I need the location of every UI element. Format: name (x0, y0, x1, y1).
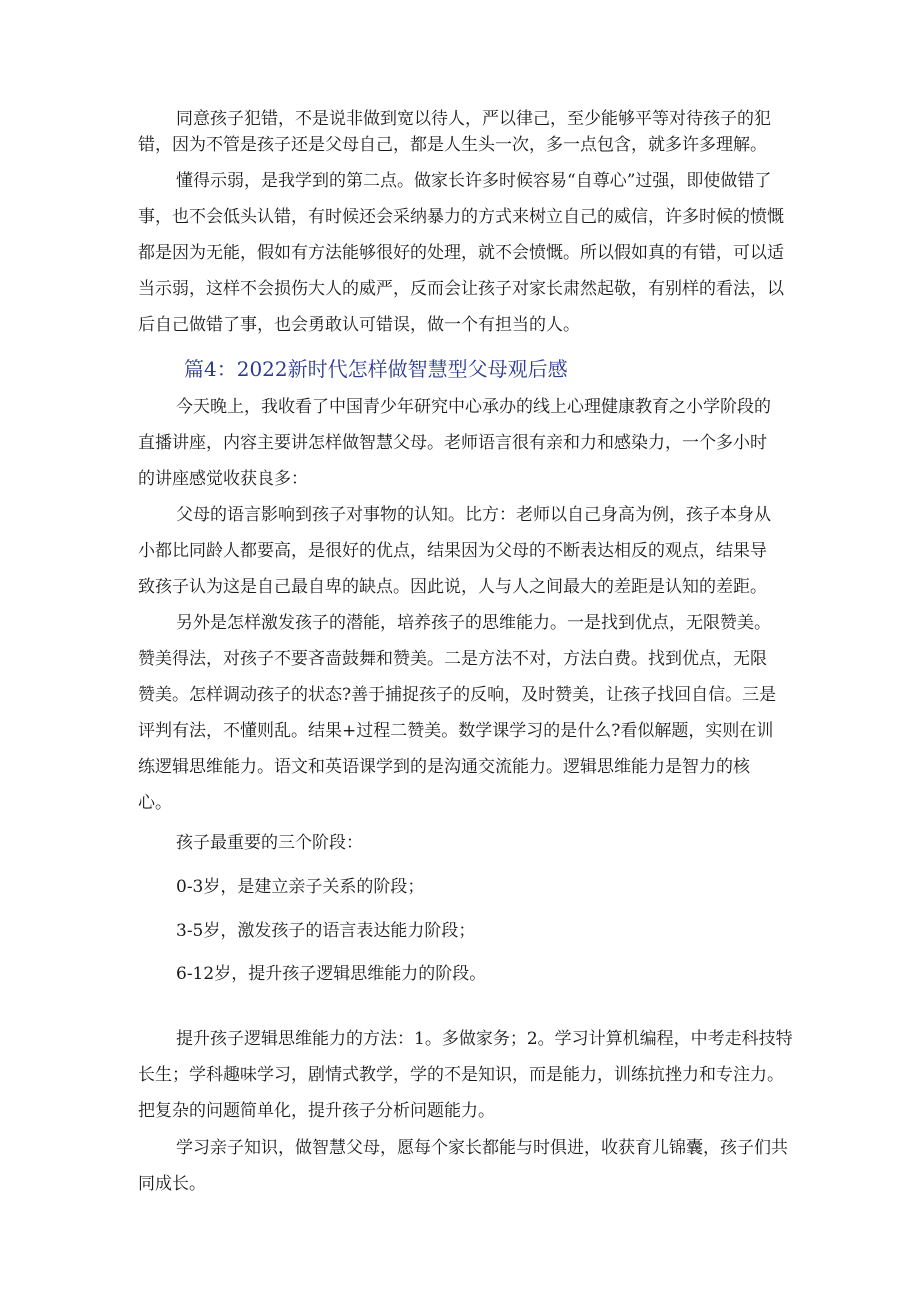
text-line: 事，也不会低头认错，有时候还会采纳暴力的方式来树立自己的威信，许多时候的愤慨 (138, 207, 784, 227)
text-line: 孩子最重要的三个阶段： (176, 833, 363, 853)
text-line: 的讲座感觉收获良多： (138, 469, 308, 489)
text-line: 都是因为无能，假如有方法能够很好的处理，就不会愤慨。所以假如真的有错，可以适 (138, 243, 784, 263)
text-line: 直播讲座，内容主要讲怎样做智慧父母。老师语言很有亲和力和感染力，一个多小时 (138, 433, 767, 453)
text-line: 评判有法，不懂则乱。结果+过程二赞美。数学课学习的是什么?看似解题，实则在训 (138, 721, 774, 741)
text-line: 另外是怎样激发孩子的潜能，培养孩子的思维能力。一是找到优点，无限赞美。 (176, 613, 771, 633)
text-line: 6-12岁，提升孩子逻辑思维能力的阶段。 (176, 964, 487, 984)
section-heading: 篇4：2022新时代怎样做智慧型父母观后感 (184, 357, 568, 381)
text-line: 把复杂的问题简单化，提升孩子分析问题能力。 (138, 1101, 495, 1121)
text-line: 练逻辑思维能力。语文和英语课学到的是沟通交流能力。逻辑思维能力是智力的核 (138, 757, 750, 777)
text-line: 学习亲子知识，做智慧父母，愿每个家长都能与时俱进，收获育儿锦囊，孩子们共 (176, 1138, 788, 1158)
text-line: 父母的语言影响到孩子对事物的认知。比方：老师以自己身高为例，孩子本身从 (176, 505, 771, 525)
text-line: 小都比同龄人都要高，是很好的优点，结果因为父母的不断表达相反的观点，结果导 (138, 541, 767, 561)
text-line: 提升孩子逻辑思维能力的方法：1。多做家务；2。学习计算机编程，中考走科技特 (176, 1029, 793, 1049)
text-line: 后自己做错了事，也会勇敢认可错误，做一个有担当的人。 (138, 315, 580, 335)
text-line: 懂得示弱，是我学到的第二点。做家长许多时候容易“自尊心”过强，即使做错了 (176, 171, 772, 191)
text-line: 同成长。 (138, 1174, 206, 1194)
text-line: 错，因为不管是孩子还是父母自己，都是人生头一次，多一点包含，就多许多理解。 (138, 135, 767, 155)
text-line: 致孩子认为这是自己最自卑的缺点。因此说，人与人之间最大的差距是认知的差距。 (138, 577, 767, 597)
text-line: 今天晚上，我收看了中国青少年研究中心承办的线上心理健康教育之小学阶段的 (176, 397, 771, 417)
text-line: 赞美。怎样调动孩子的状态?善于捕捉孩子的反响，及时赞美，让孩子找回自信。三是 (138, 685, 777, 705)
text-line: 赞美得法，对孩子不要吝啬鼓舞和赞美。二是方法不对，方法白费。找到优点，无限 (138, 649, 767, 669)
text-line: 心。 (138, 793, 172, 813)
text-line: 3-5岁，激发孩子的语言表达能力阶段； (176, 921, 476, 941)
text-line: 同意孩子犯错，不是说非做到宽以待人，严以律己，至少能够平等对待孩子的犯 (176, 109, 771, 129)
text-line: 当示弱，这样不会损伤大人的威严，反而会让孩子对家长肃然起敬，有别样的看法，以 (138, 279, 784, 299)
text-line: 0-3岁，是建立亲子关系的阶段； (176, 877, 425, 897)
text-line: 长生；学科趣味学习，剧情式教学，学的不是知识，而是能力，训练抗挫力和专注力。 (138, 1065, 784, 1085)
